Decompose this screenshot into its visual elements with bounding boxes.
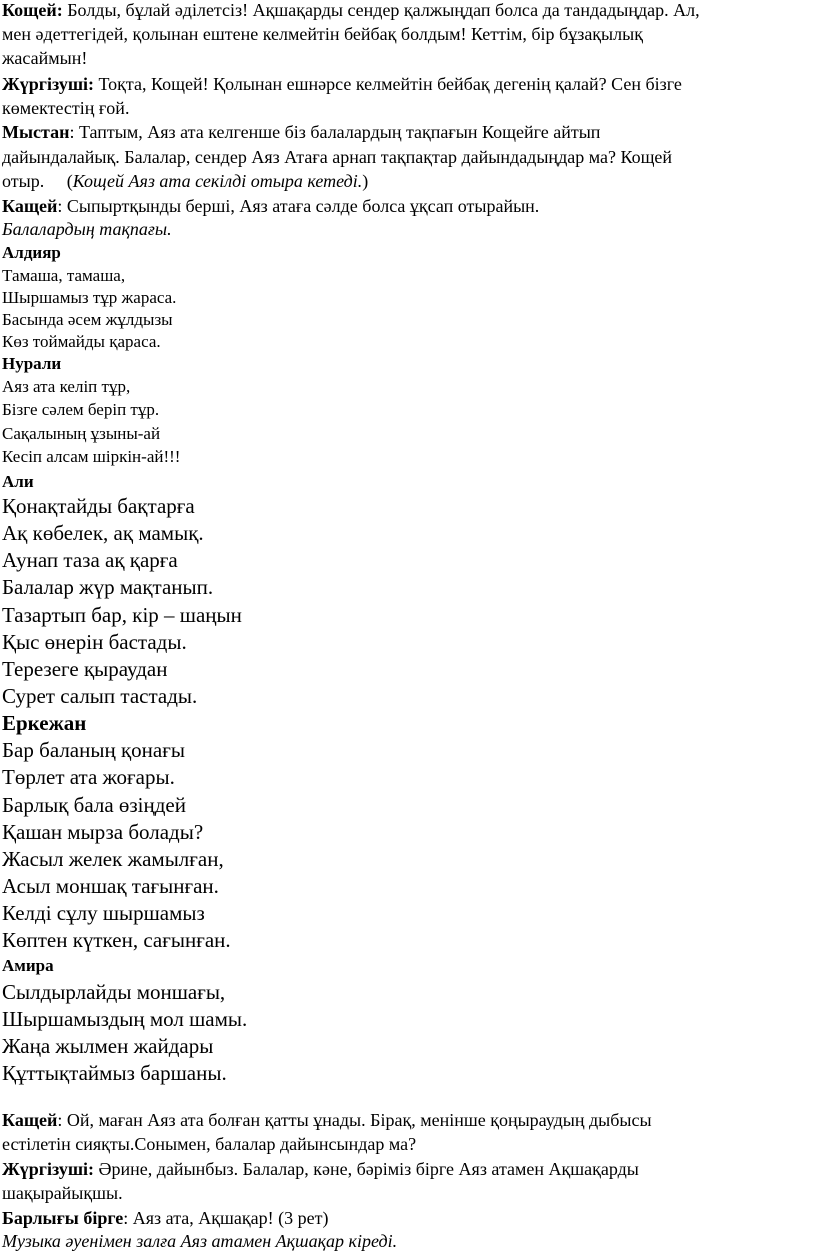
dialogue-text: : Сыпыртқынды берші, Аяз атаға сәлде болса ұқсап отырайын.	[57, 196, 540, 216]
speaker-name: Жүргізуші:	[2, 74, 95, 94]
dialogue-line	[2, 98, 129, 119]
poem-line: Келді сұлу шыршамыз	[2, 901, 205, 925]
dialogue-text: шақырайықшы.	[2, 1183, 123, 1203]
dialogue-line	[2, 171, 368, 192]
poem-line: Көз тоймайды қараса.	[2, 332, 161, 351]
poem-line: Төрлет ата жоғары.	[2, 765, 175, 789]
poem-reciter-name: Еркежан	[2, 711, 87, 735]
poem-line: Сылдырлайды моншағы,	[2, 980, 226, 1004]
speaker-name: Кощей:	[2, 0, 63, 20]
dialogue-line	[2, 1159, 639, 1180]
dialogue-text: : Таптым, Аяз ата келгенше біз балалардың тақпағын Кощейге айтып	[69, 122, 601, 142]
dialogue-line	[2, 48, 87, 69]
dialogue-text: Болды, бұлай әділетсіз! Ақшақарды сендер қалжыңдап болса да тандадыңдар. Ал,	[62, 0, 700, 20]
poem-line: Балалар жүр мақтанып.	[2, 575, 214, 599]
poem-line: Шыршамыздың мол шамы.	[2, 1007, 248, 1031]
dialogue-text: )	[362, 171, 369, 191]
speaker-name: Барлығы бірге	[2, 1208, 124, 1228]
poem-line: Құттықтаймыз баршаны.	[2, 1061, 227, 1085]
speaker-name: Кащей	[2, 1110, 58, 1130]
poem-line: Шыршамыз тұр жараса.	[2, 288, 177, 307]
poem-reciter-name: Амира	[2, 956, 54, 975]
stage-direction: Кощей Аяз ата секілді отыра кетеді.	[72, 171, 363, 191]
poem-line: Жаңа жылмен жайдары	[2, 1034, 214, 1058]
dialogue-line	[2, 122, 600, 143]
dialogue-line	[2, 147, 672, 168]
dialogue-line	[2, 1110, 652, 1131]
speaker-name: Жүргізуші:	[2, 1159, 95, 1179]
dialogue-text: жасаймын!	[2, 48, 88, 68]
dialogue-line	[2, 1134, 416, 1155]
dialogue-text: : Ой, маған Аяз ата болған қатты ұнады. Бірақ, менінше қоңыраудың дыбысы	[57, 1110, 652, 1130]
poem-reciter-name: Нурали	[2, 354, 62, 373]
dialogue-line	[2, 1183, 123, 1204]
poem-line: Көптен күткен, сағынған.	[2, 928, 231, 952]
dialogue-text: отыр. (	[2, 171, 73, 191]
poem-line: Ақ көбелек, ақ мамық.	[2, 521, 204, 545]
poem-line: Тазартып бар, кір – шаңын	[2, 603, 242, 627]
speaker-name: Мыстан	[2, 122, 70, 142]
dialogue-text: көмектестің ғой.	[2, 98, 130, 118]
poem-line: Асыл моншақ тағынған.	[2, 874, 219, 898]
dialogue-line	[2, 24, 643, 45]
dialogue-text: : Аяз ата, Ақшақар! (3 рет)	[123, 1208, 329, 1228]
dialogue-text: мен әдеттегідей, қолынан ештене келмейтін бейбақ болдым! Кеттім, бір бұзақылық	[2, 24, 643, 44]
poem-line: Бар баланың қонағы	[2, 738, 185, 762]
poem-reciter-name: Али	[2, 472, 34, 491]
dialogue-line	[2, 0, 700, 21]
poem-line: Сурет салып тастады.	[2, 684, 198, 708]
poem-line: Басында әсем жұлдызы	[2, 310, 173, 329]
poem-line: Кесіп алсам шіркін-ай!!!	[2, 447, 181, 466]
dialogue-line	[2, 1208, 328, 1229]
poem-line: Тамаша, тамаша,	[2, 266, 126, 285]
dialogue-text: дайындалайық. Балалар, сендер Аяз Атаға арнап тақпақтар дайындадыңдар ма? Кощей	[2, 147, 673, 167]
dialogue-text: Тоқта, Кощей! Қолынан ешнәрсе келмейтін бейбақ дегенің қалай? Сен бізге	[94, 74, 682, 94]
poem-line: Қонақтайды бақтарға	[2, 494, 195, 518]
section-heading: Балалардың тақпағы.	[2, 219, 172, 239]
dialogue-text: Әрине, дайынбыз. Балалар, кәне, бәріміз бірге Аяз атамен Ақшақарды	[94, 1159, 639, 1179]
dialogue-line	[2, 196, 539, 217]
poem-line: Аяз ата келіп тұр,	[2, 377, 131, 396]
poem-line: Терезеге қыраудан	[2, 657, 168, 681]
dialogue-line	[2, 74, 682, 95]
poem-line: Сақалының ұзыны-ай	[2, 424, 161, 443]
speaker-name: Кащей	[2, 196, 58, 216]
poem-line: Қашан мырза болады?	[2, 820, 204, 844]
dialogue-text: естілетін сияқты.Сонымен, балалар дайынсындар ма?	[2, 1134, 417, 1154]
poem-reciter-name: Алдияр	[2, 243, 61, 262]
poem-line: Аунап таза ақ қарға	[2, 548, 178, 572]
poem-line: Бізге сәлем беріп тұр.	[2, 400, 160, 419]
stage-direction: Музыка әуенімен залға Аяз атамен Ақшақар кіреді.	[2, 1231, 398, 1251]
poem-line: Барлық бала өзіңдей	[2, 793, 186, 817]
poem-line: Жасыл желек жамылған,	[2, 847, 224, 871]
poem-line: Қыс өнерін бастады.	[2, 630, 187, 654]
